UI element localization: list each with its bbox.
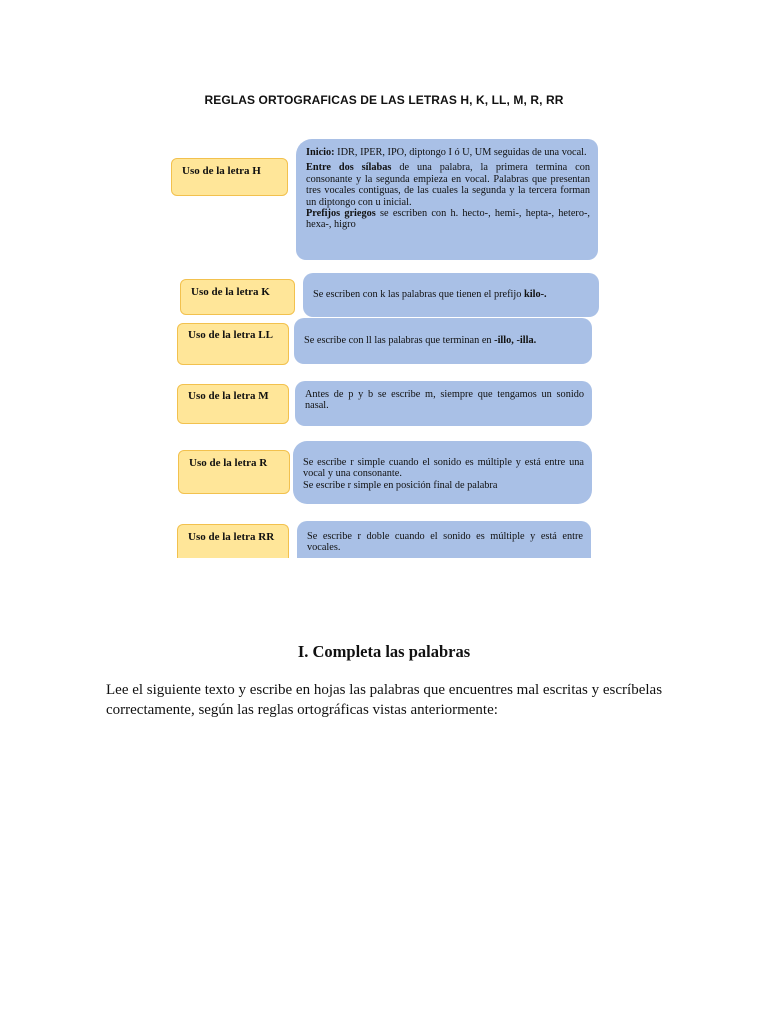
rule-h-paragraph-1 — [306, 147, 590, 158]
instructions-paragraph: Lee el siguiente texto y escribe en hojas las palabras que encuentres mal escritas y escríbelas correctamente, según las reglas ortográficas vistas anteriormente: — [106, 682, 663, 718]
rule-k-text-bold: kilo-. — [524, 289, 547, 301]
rule-rr-text: Se escribe r doble cuando el sonido es múltiple y está entre vocales. — [307, 531, 583, 554]
rule-label-ll-text: Uso de la letra LL — [188, 329, 273, 341]
rule-h-p1-text: IDR, IPER, IPO, diptongo I ó U, UM seguidas de una vocal. — [334, 147, 587, 158]
rule-label-m-text: Uso de la letra M — [188, 390, 269, 402]
rule-label-h-text: Uso de la letra H — [182, 165, 261, 177]
rule-ll-text — [304, 335, 536, 346]
rule-label-k-text: Uso de la letra K — [191, 286, 270, 298]
rule-label-r-text: Uso de la letra R — [189, 457, 268, 469]
rule-label-h — [171, 158, 288, 196]
rule-box-r — [293, 441, 592, 504]
rule-m-text: Antes de p y b se escribe m, siempre que tengamos un sonido nasal. — [305, 389, 584, 412]
section-heading: I. Completa las palabras — [297, 642, 471, 661]
rule-label-rr — [177, 524, 289, 558]
rule-h-p3-text: se escriben con h. hecto-, hemi-, hepta-, hetero-, hexa-, higro — [306, 208, 590, 231]
rule-h-p2-text: de una palabra, la primera termina con consonante y la segunda empieza en vocal. Palabras que presentan tres vocales contiguas, de las cuales la segunda y la tercera forman un diptongo con u inicial. — [306, 162, 590, 208]
rule-box-m — [295, 381, 592, 426]
document-title: REGLAS ORTOGRAFICAS DE LAS LETRAS H, K, LL, M, R, RR — [204, 93, 564, 107]
rule-label-k — [180, 279, 295, 315]
rule-box-rr — [297, 521, 591, 558]
rule-h-p2-bold: Entre dos sílabas — [306, 162, 392, 174]
rule-k-text-main: Se escriben con k las palabras que tienen el prefijo — [313, 289, 525, 301]
rule-h-p3-bold: Prefijos griegos — [306, 208, 376, 220]
rule-r-line-2: Se escribe r simple en posición final de palabra — [303, 479, 498, 491]
rule-r-line-1: Se escribe r simple cuando el sonido es múltiple y está entre una vocal y una consonante. — [303, 457, 584, 480]
rule-h-paragraph-3 — [306, 208, 590, 231]
rule-label-m — [177, 384, 289, 424]
rule-box-k — [303, 273, 599, 317]
rule-k-text — [313, 289, 547, 300]
rule-ll-text-bold: -illo, -illa. — [494, 335, 537, 347]
rule-h-paragraph-2 — [306, 162, 590, 208]
rule-ll-text-main: Se escribe con ll las palabras que terminan en — [304, 335, 495, 347]
rule-label-ll — [177, 323, 289, 365]
rule-box-ll — [294, 318, 592, 364]
rule-h-p1-bold: Inicio: — [306, 147, 335, 158]
rule-label-rr-text: Uso de la letra RR — [188, 531, 275, 543]
rule-label-r — [178, 450, 290, 494]
rule-box-h — [296, 139, 598, 260]
